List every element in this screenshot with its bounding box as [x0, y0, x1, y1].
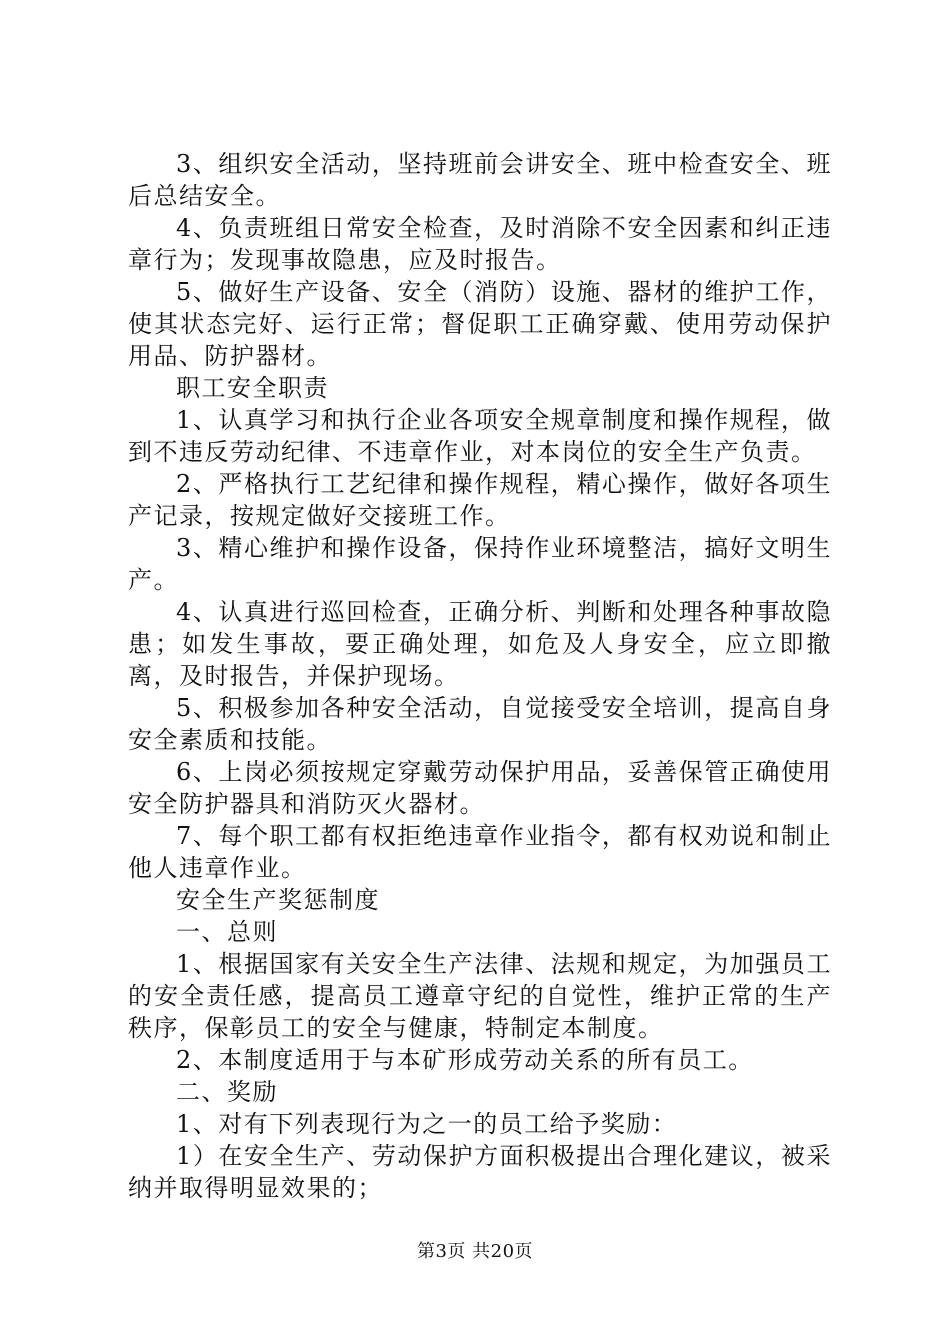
subsection-heading: 一、总则	[176, 918, 278, 946]
paragraph: 4、认真进行巡回检查，正确分析、判断和处理各种事故隐患；如发生事故，要正确处理，如危及人身安全，应立即撤离，及时报告，并保护现场。	[128, 598, 832, 690]
paragraph: 5、做好生产设备、安全（消防）设施、器材的维护工作，使其状态完好、运行正常；督促职工正确穿戴、使用劳动保护用品、防护器材。	[128, 278, 832, 370]
paragraph: 2、严格执行工艺纪律和操作规程，精心操作，做好各项生产记录，按规定做好交接班工作。	[128, 470, 832, 530]
page-number-label: 第3页 共20页	[416, 1241, 534, 1262]
paragraph: 5、积极参加各种安全活动，自觉接受安全培训，提高自身安全素质和技能。	[128, 694, 832, 754]
paragraph: 3、精心维护和操作设备，保持作业环境整洁，搞好文明生产。	[128, 534, 832, 594]
paragraph: 1、认真学习和执行企业各项安全规章制度和操作规程，做到不违反劳动纪律、不违章作业，对本岗位的安全生产负责。	[128, 406, 832, 466]
paragraph: 1、根据国家有关安全生产法律、法规和规定，为加强员工的安全责任感，提高员工遵章守纪的自觉性，维护正常的生产秩序，保彰员工的安全与健康，特制定本制度。	[128, 950, 832, 1042]
paragraph: 7、每个职工都有权拒绝违章作业指令，都有权劝说和制止他人违章作业。	[128, 822, 832, 882]
paragraph: 1、对有下列表现行为之一的员工给予奖励：	[176, 1110, 678, 1138]
paragraph: 4、负责班组日常安全检查，及时消除不安全因素和纠正违章行为；发现事故隐患，应及时报告。	[128, 214, 832, 274]
document-body	[128, 148, 832, 1204]
subsection-heading: 二、奖励	[176, 1078, 278, 1106]
paragraph: 1）在安全生产、劳动保护方面积极提出合理化建议，被采纳并取得明显效果的；	[128, 1142, 832, 1202]
section-heading: 安全生产奖惩制度	[176, 886, 380, 914]
paragraph: 6、上岗必须按规定穿戴劳动保护用品，妥善保管正确使用安全防护器具和消防灭火器材。	[128, 758, 832, 818]
section-heading: 职工安全职责	[176, 374, 329, 402]
page-footer	[0, 1240, 950, 1264]
paragraph: 2、本制度适用于与本矿形成劳动关系的所有员工。	[176, 1046, 754, 1074]
paragraph: 3、组织安全活动，坚持班前会讲安全、班中检查安全、班后总结安全。	[128, 150, 832, 210]
